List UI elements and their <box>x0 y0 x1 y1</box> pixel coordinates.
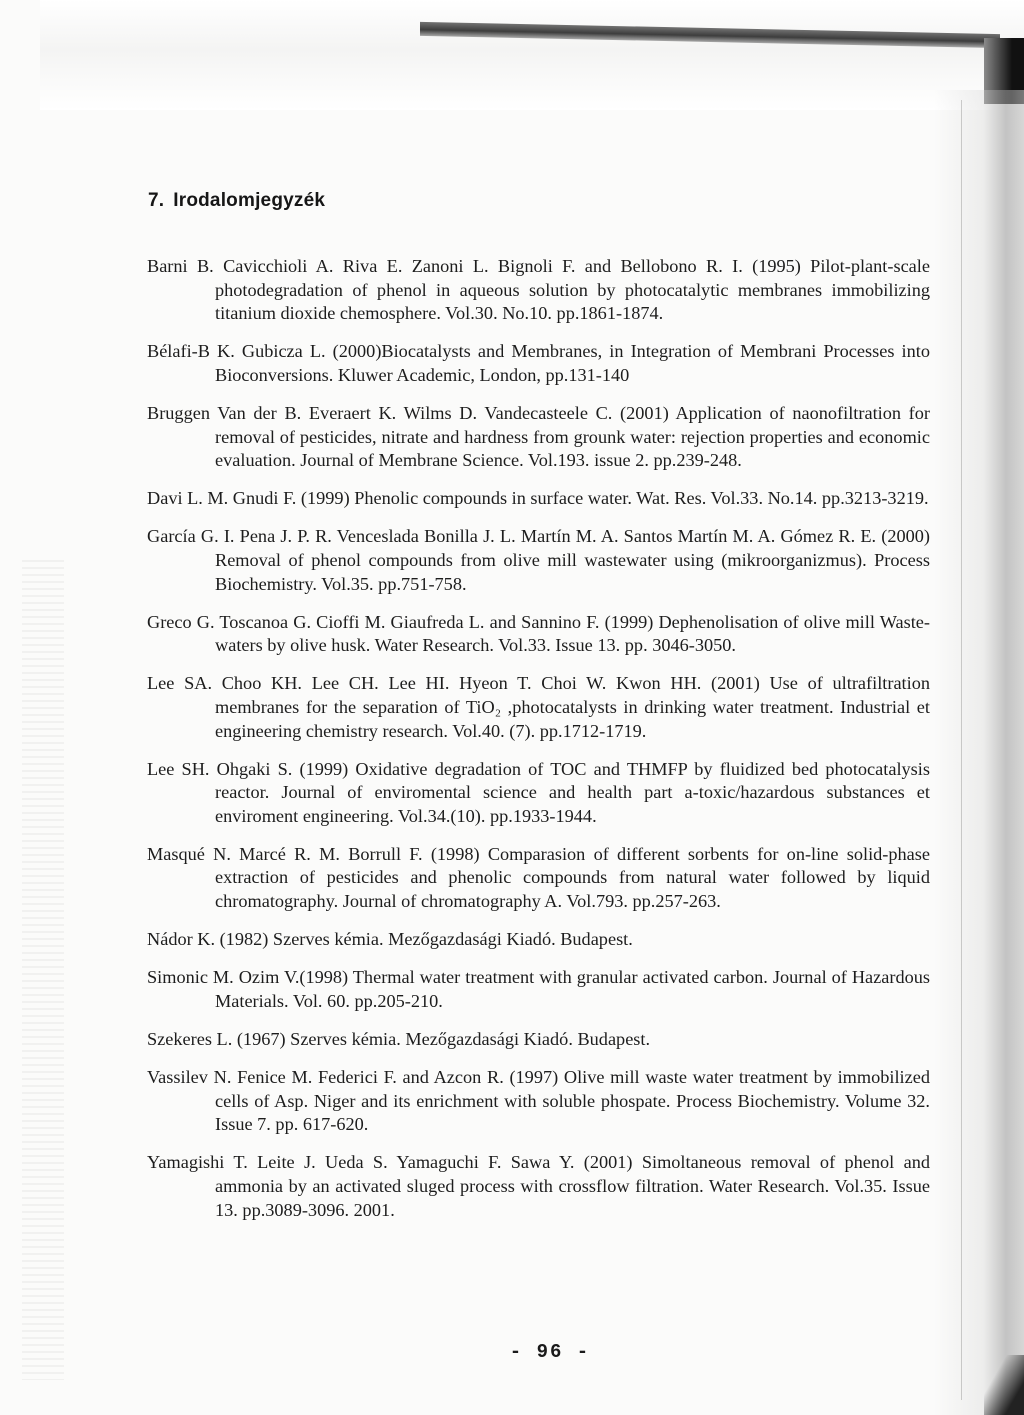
scan-right-edge-line <box>961 100 962 1400</box>
scan-left-bleed-through <box>22 560 64 1380</box>
reference-entry: Vassilev N. Fenice M. Federici F. and Azcon R. (1997) Olive mill waste water treatment by immobilized cells of Asp. Niger and its enrichment with soluble phospate. Process Biochemistry. Volume 32. Issue 7. pp. 617-620. <box>147 1067 930 1135</box>
section-heading <box>148 190 334 212</box>
reference-entry: Barni B. Cavicchioli A. Riva E. Zanoni L. Bignoli F. and Bellobono R. I. (1995) Pilot-plant-scale photodegradation of phenol in aqueous solution by photocatalytic membranes immobilizing titanium dioxide chemosphere. Vol.30. No.10. pp.1861-1874. <box>147 256 930 324</box>
reference-entry: García G. I. Pena J. P. R. Venceslada Bonilla J. L. Martín M. A. Santos Martín M. A. Gómez R. E. (2000) Removal of phenol compounds from olive mill wastewater using (mikroorganizmus). Process Biochemistry. Vol.35. pp.751-758. <box>147 526 930 594</box>
reference-entry: Lee SH. Ohgaki S. (1999) Oxidative degradation of TOC and THMFP by fluidized bed photocatalysis reactor. Journal of enviromental science and health part a-toxic/hazardous substances et enviroment engineering. Vol.34.(10). pp.1933-1944. <box>147 758 930 826</box>
reference-list <box>147 255 930 1237</box>
scan-top-edge <box>40 0 1024 110</box>
page-number: - 96 - <box>509 1341 591 1363</box>
reference-entry: Bélafi-B K. Gubicza L. (2000)Biocatalysts and Membranes, in Integration of Membrani Processes into Bioconversions. Kluwer Academic, London, pp.131-140 <box>147 341 930 385</box>
scan-bottom-corner-shadow <box>984 1355 1024 1415</box>
reference-entry: Yamagishi T. Leite J. Ueda S. Yamaguchi F. Sawa Y. (2001) Simoltaneous removal of phenol and ammonia by an activated sluged process with crossflow filtration. Water Research. Vol.35. Issue 13. pp.3089-3096. 2001. <box>147 1152 930 1220</box>
reference-entry: Masqué N. Marcé R. M. Borrull F. (1998) Comparasion of different sorbents for on-line solid-phase extraction of pesticides and phenolic compounds from natural water followed by liquid chromatography. Journal of chromatography A. Vol.793. pp.257-263. <box>147 843 930 912</box>
section-number: 7. <box>148 190 165 211</box>
reference-entry: Lee SA. Choo KH. Lee CH. Lee HI. Hyeon T. Choi W. Kwon HH. (2001) Use of ultrafiltration membranes for the separation of TiO₂ ,photocatalysts in drinking water treatment. Industrial et engineering chemistry research. Vol.40. (7). pp.1712-1719. <box>147 673 930 741</box>
reference-entry: Simonic M. Ozim V.(1998) Thermal water treatment with granular activated carbon. Journal of Hazardous Materials. Vol. 60. pp.205-210. <box>147 967 930 1011</box>
section-title: Irodalomjegyzék <box>173 190 326 211</box>
reference-entry: Greco G. Toscanoa G. Cioffi M. Giaufreda L. and Sannino F. (1999) Dephenolisation of olive mill Waste-waters by olive husk. Water Research. Vol.33. Issue 13. pp. 3046-3050. <box>147 611 930 656</box>
reference-entry: Nádor K. (1982) Szerves kémia. Mezőgazdasági Kiadó. Budapest. <box>147 929 633 950</box>
reference-entry: Szekeres L. (1967) Szerves kémia. Mezőgazdasági Kiadó. Budapest. <box>147 1028 651 1049</box>
reference-entry: Davi L. M. Gnudi F. (1999) Phenolic compounds in surface water. Wat. Res. Vol.33. No.14. pp.3213-3219. <box>147 488 929 509</box>
scan-right-edge-shadow <box>934 90 1024 1415</box>
reference-entry: Bruggen Van der B. Everaert K. Wilms D. Vandecasteele C. (2001) Application of naonofiltration for removal of pesticides, nitrate and hardness from grounk water: rejection properties and economic evaluation. Journal of Membrane Science. Vol.193. issue 2. pp.239-248. <box>147 402 930 471</box>
